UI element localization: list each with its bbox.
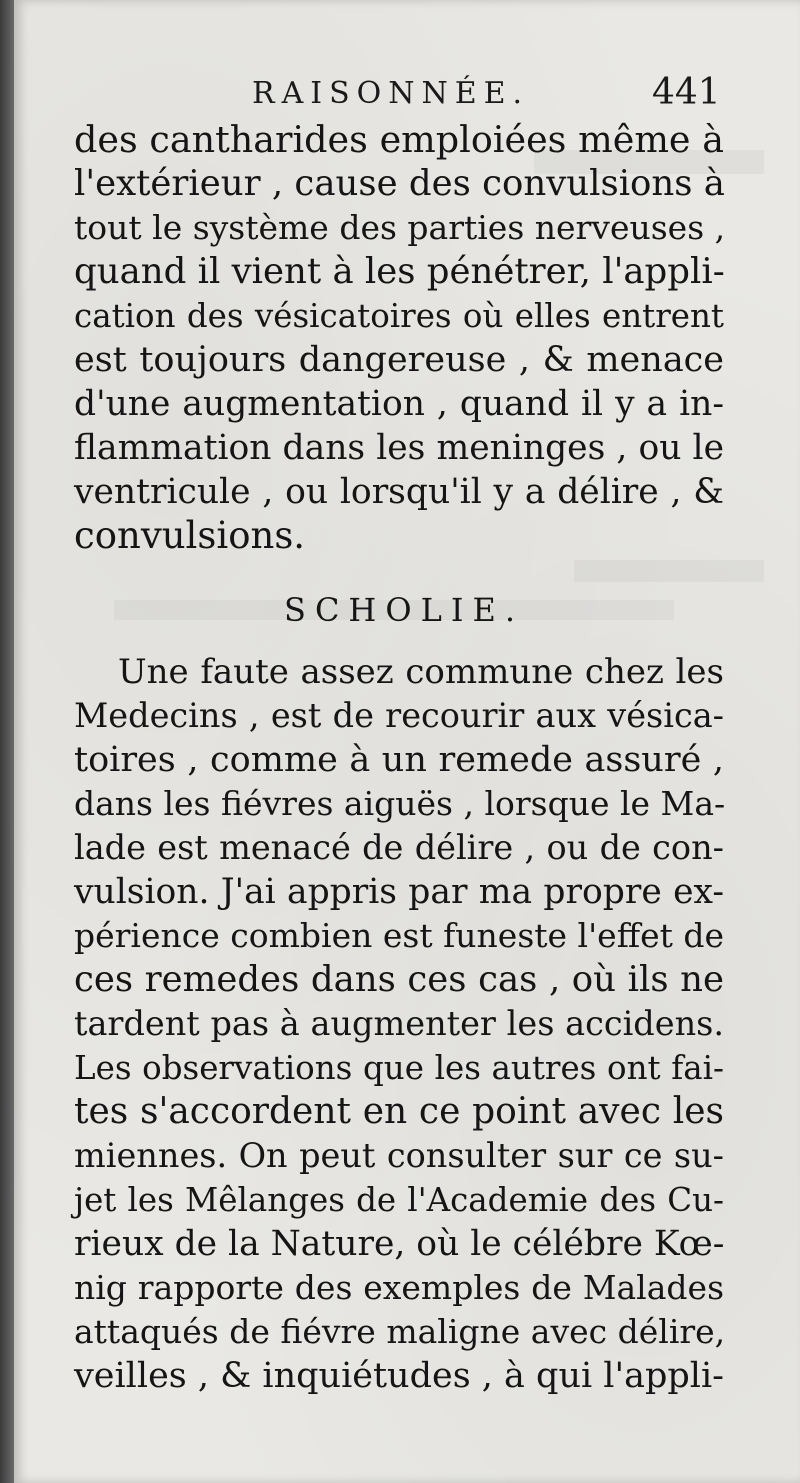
text-line: d'une augmentation , quand il y a in- bbox=[74, 384, 724, 424]
text-line: attaqués de fiévre maligne avec délire, bbox=[74, 1312, 726, 1351]
body-text bbox=[74, 118, 724, 1398]
paragraph-2 bbox=[74, 650, 724, 1398]
text-line: tes s'accordent en ce point avec les bbox=[74, 1091, 724, 1132]
text-line: convulsions. bbox=[74, 514, 306, 557]
page-number: 441 bbox=[652, 72, 721, 113]
text-line: périence combien est funeste l'effet de bbox=[74, 916, 725, 955]
text-line: est toujours dangereuse , & menace bbox=[74, 340, 724, 380]
text-line: quand il vient à les pénétrer, l'appli- bbox=[74, 251, 725, 292]
text-line: veilles , & inquiétudes , à qui l'appli- bbox=[74, 1356, 725, 1396]
running-head: RAISONNÉE. bbox=[252, 76, 530, 111]
text-line: cation des vésicatoires où elles entrent bbox=[74, 297, 724, 335]
text-line: vulsion. J'ai appris par ma propre ex- bbox=[74, 872, 724, 912]
page-gutter-shadow bbox=[0, 0, 14, 1483]
text-line: ventricule , ou lorsqu'il y a délire , & bbox=[74, 472, 724, 512]
text-line: nig rapporte des exemples de Malades bbox=[74, 1268, 724, 1307]
text-line: jet les Mêlanges de l'Academie des Cu- bbox=[74, 1181, 724, 1219]
section-heading: SCHOLIE. bbox=[284, 591, 524, 629]
text-line: lade est menacé de délire , ou de con- bbox=[74, 828, 724, 867]
text-line: ces remedes dans ces cas , où ils ne bbox=[74, 959, 724, 1000]
text-line: miennes. On peut consulter sur ce su- bbox=[74, 1136, 724, 1175]
text-line: flammation dans les meninges , ou le bbox=[74, 428, 724, 468]
text-line: rieux de la Nature, où le célébre Kœ- bbox=[74, 1224, 725, 1264]
text-line: toires , comme à un remede assuré , bbox=[74, 740, 724, 780]
page-header bbox=[0, 72, 800, 118]
text-line: tout le système des parties nerveuses , bbox=[74, 208, 726, 247]
paragraph-1 bbox=[74, 118, 724, 558]
text-line: Medecins , est de recourir aux vésica- bbox=[74, 696, 724, 735]
text-line: tardent pas à augmenter les accidens. bbox=[74, 1004, 724, 1043]
text-line: Une faute assez commune chez les bbox=[118, 652, 724, 692]
text-line: dans les fiévres aiguës , lorsque le Ma- bbox=[74, 784, 726, 823]
text-line: des cantharides emploiées même à bbox=[74, 118, 724, 161]
text-line: Les observations que les autres ont fai- bbox=[74, 1049, 724, 1087]
text-line: l'extérieur , cause des convulsions à bbox=[74, 163, 725, 204]
